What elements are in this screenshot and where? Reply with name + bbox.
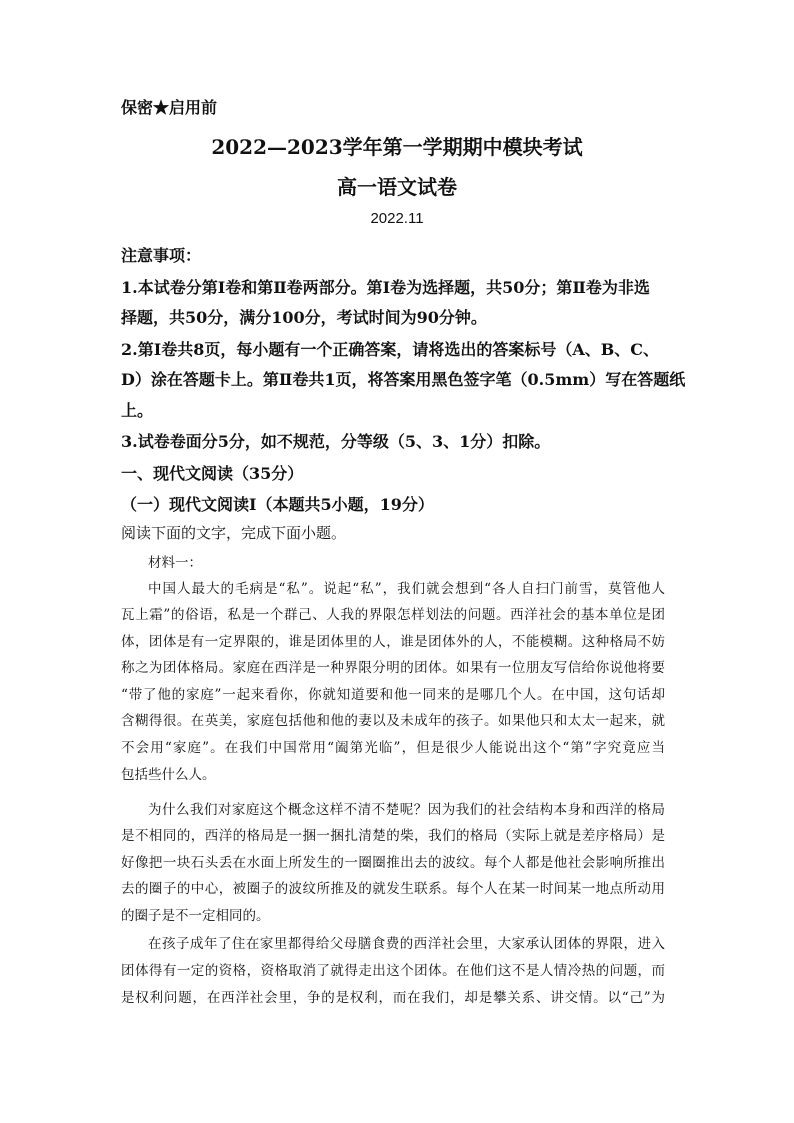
secrecy-label: 保密★启用前 [121, 98, 218, 117]
passage-line: 在孩子成年了住在家里都得给父母膳食费的西洋社会里，大家承认团体的界限，进入 [148, 936, 665, 952]
notice-line: 上。 [121, 401, 154, 420]
passage-line: 含糊得很。在英美，家庭包括他和他的妻以及未成年的孩子。如果他只和太太一起来，就 [121, 713, 665, 729]
notice-line: 1.本试卷分第Ⅰ卷和第Ⅱ卷两部分。第Ⅰ卷为选择题，共50分；第Ⅱ卷为非选 [121, 278, 650, 297]
passage-line: 是权利问题，在西洋社会里，争的是权利，而在我们，却是攀关系、讲交情。以“己”为 [121, 990, 665, 1006]
passage-line: 中国人最大的毛病是“私”。说起“私”，我们就会想到“各人自扫门前雪，莫管他人 [148, 581, 665, 597]
passage-line: 去的圈子的中心，被圈子的波纹所推及的就发生联系。每个人在某一时间某一地点所动用 [121, 881, 665, 897]
passage-line: 不会用“家庭”。在我们中国常用“阖第光临”，但是很少人能说出这个“第”字究竟应当 [121, 740, 665, 756]
instruction-text: 阅读下面的文字，完成下面小题。 [121, 524, 347, 542]
passage-line: “带了他的家庭”一起来看你，你就知道要和他一同来的是哪几个人。在中国，这句话却 [121, 687, 665, 703]
passage-line: 的圈子是不一定相同的。 [121, 908, 270, 924]
notice-heading: 注意事项： [121, 246, 202, 265]
notice-line: 2.第Ⅰ卷共8页，每小题有一个正确答案，请将选出的答案标号（A、B、C、 [121, 340, 659, 359]
section-subheading: （一）现代文阅读Ⅰ（本题共5小题，19分） [121, 495, 434, 514]
passage-line: 包括些什么人。 [121, 767, 216, 783]
exam-date: 2022.11 [370, 210, 424, 227]
passage-line: 称之为团体格局。家庭在西洋是一种界限分明的团体。如果有一位朋友写信给你说他将要 [121, 660, 665, 676]
passage-line: 好像把一块石头丢在水面上所发生的一圈圈推出去的波纹。每个人都是他社会影响所推出 [121, 855, 665, 871]
notice-line: 择题，共50分，满分100分，考试时间为90分钟。 [121, 308, 487, 327]
passage-line: 是不相同的，西洋的格局是一捆一捆扎清楚的柴，我们的格局（实际上就是差序格局）是 [121, 828, 665, 844]
passage-line: 团体得有一定的资格，资格取消了就得走出这个团体。在他们这不是人情冷热的问题，而 [121, 963, 665, 979]
material-label: 材料一： [148, 555, 202, 571]
notice-line: D）涂在答题卡上。第Ⅱ卷共1页，将答案用黑色签字笔（0.5mm）写在答题纸 [121, 370, 686, 389]
exam-title: 2022—2023学年第一学期期中模块考试 [211, 135, 583, 159]
notice-line: 3.试卷卷面分5分，如不规范，分等级（5、3、1分）扣除。 [121, 432, 551, 451]
section-heading: 一、现代文阅读（35分） [121, 464, 304, 483]
passage-line: 瓦上霜”的俗语，私是一个群己、人我的界限怎样划法的问题。西洋社会的基本单位是团 [121, 607, 665, 623]
passage-line: 为什么我们对家庭这个概念这样不清不楚呢？因为我们的社会结构本身和西洋的格局 [148, 802, 665, 818]
passage-line: 体，团体是有一定界限的，谁是团体里的人，谁是团体外的人，不能模糊。这种格局不妨 [121, 634, 665, 650]
exam-subtitle: 高一语文试卷 [337, 175, 457, 199]
